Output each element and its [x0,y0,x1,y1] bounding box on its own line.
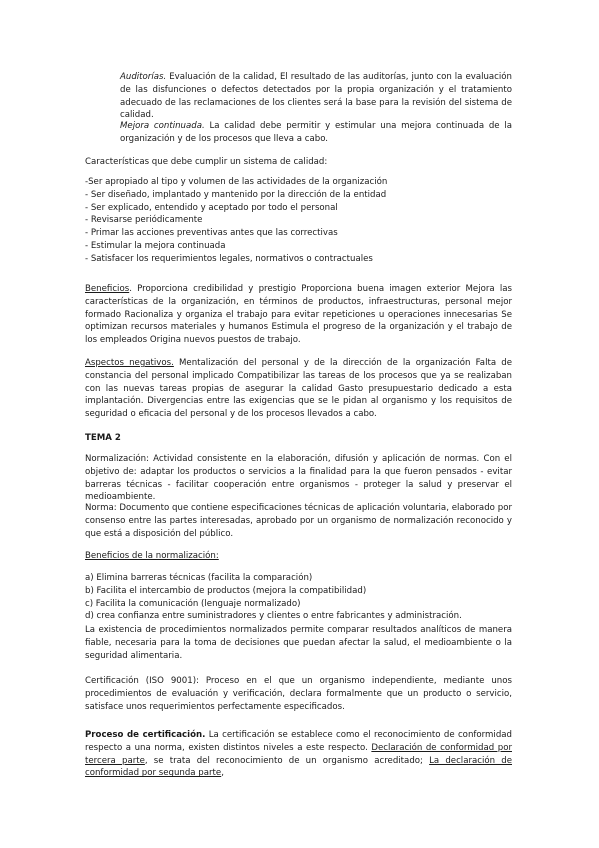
paragraph-certificacion: Certificación (ISO 9001): Proceso en el que un organismo independiente, mediante unos procedimientos de evaluación y verificación, declara formalmente que un producto o servicio, satisface unos requerimientos perfectamente especificados. [85,676,512,712]
paragraph-proceso-certificacion [85,729,512,780]
term-segunda-parte: La declaración de conformidad por segunda parte [85,755,512,779]
text-proceso-3: , [221,768,224,779]
list-item: b) Facilita el intercambio de productos (mejora la compatibilidad) [85,585,367,596]
text-proceso-1: La certificación se establece como el reconocimiento de conformidad respecto a una norma, existen distintos niveles a este respecto. [85,730,512,753]
term-aspectos: Aspectos negativos. [85,358,174,368]
paragraph-mejora [120,120,512,146]
heading-beneficios-normalizacion: Beneficios de la normalización: [85,551,219,561]
text-proceso-2: , se trata del reconocimiento de un organismo acreditado; [144,755,430,766]
list-caracteristicas [85,176,387,266]
term-auditorias: Auditorías. [120,72,167,82]
paragraph-norma: Norma: Documento que contiene especificaciones técnicas de aplicación voluntaria, elaborado por consenso entre las partes interesadas, aprobado por un organismo de normalización reconocido y que está a disposición del público. [85,503,512,539]
list-item: - Revisarse periódicamente [85,215,203,226]
list-item: - Estimular la mejora continuada [85,240,226,251]
paragraph-beneficios [85,283,512,347]
text-aspectos: Mentalización del personal y de la dirección de la organización Falta de constancia del personal implicado Compatibilizar las tareas de los procesos que ya se realizaban con las nuevas tareas propias de asegurar la calidad Gasto presupuestario dedicado a esta implantación. Divergencias entre las exigencias que se le pidan al organismo y los requisitos de seguridad o eficacia del personal y de los procesos llevados a cabo. [85,358,512,420]
term-proceso: Proceso de certificación. [85,730,206,740]
text-auditorias: Evaluación de la calidad, El resultado de las auditorías, junto con la evaluación de las disfunciones o defectos detectados por la propia organización y el tratamiento adecuado de las reclamaciones de los clientes será la base para la revisión del sistema de calidad. [120,72,512,121]
list-item: - Satisfacer los requerimientos legales, normativos o contractuales [85,253,373,264]
list-beneficios-normalizacion [85,572,462,623]
paragraph-normalizacion: Normalización: Actividad consistente en la elaboración, difusión y aplicación de normas. Con el objetivo de: adaptar los productos o servicios a la finalidad para la que fueron pensados - evitar barreras técnicas - facilitar cooperación entre organismos - proteger la salud y preservar el medioambiente. [85,454,512,503]
text-mejora: La calidad debe permitir y estimular una mejora continuada de la organización y de los procesos que lleva a cabo. [120,121,512,144]
term-tercera-parte: Declaración de conformidad por tercera parte [85,742,512,766]
term-beneficios: Beneficios [85,284,130,294]
list-item: c) Facilita la comunicación (lenguaje normalizado) [85,598,301,609]
paragraph-aspectos [85,357,512,421]
paragraph-procedimientos: La existencia de procedimientos normalizados permite comparar resultados analíticos de manera fiable, necesaria para la toma de decisiones que puedan afectar la salud, el medioambiente o la seguridad alimentaria. [85,625,512,661]
list-item: d) crea confianza entre suministradores y clientes o entre fabricantes y administración. [85,611,462,622]
section-title: TEMA 2 [85,433,121,443]
list-item: a) Elimina barreras técnicas (facilita la comparación) [85,573,313,583]
list-item: -Ser apropiado al tipo y volumen de las actividades de la organización [85,177,388,187]
paragraph-auditorias [120,71,512,122]
list-item: - Primar las acciones preventivas antes que las correctivas [85,228,338,239]
term-mejora: Mejora continuada. [120,121,205,131]
text-beneficios: . Proporciona credibilidad y prestigio Proporciona buena imagen exterior Mejora las características de la organización, en términos de productos, infraestructuras, personal mejor formado Racionaliza y organiza el trabajo para evitar repeticiones u operaciones innecesarias Se optimizan recursos materiales y humanos Estimula el progreso de la organización y el trabajo de los empleados Origina nuevos puestos de trabajo. [85,284,512,346]
heading-caracteristicas: Características que debe cumplir un sistema de calidad: [85,157,328,167]
list-item: - Ser diseñado, implantado y mantenido por la dirección de la entidad [85,189,387,200]
list-item: - Ser explicado, entendido y aceptado por todo el personal [85,202,338,213]
